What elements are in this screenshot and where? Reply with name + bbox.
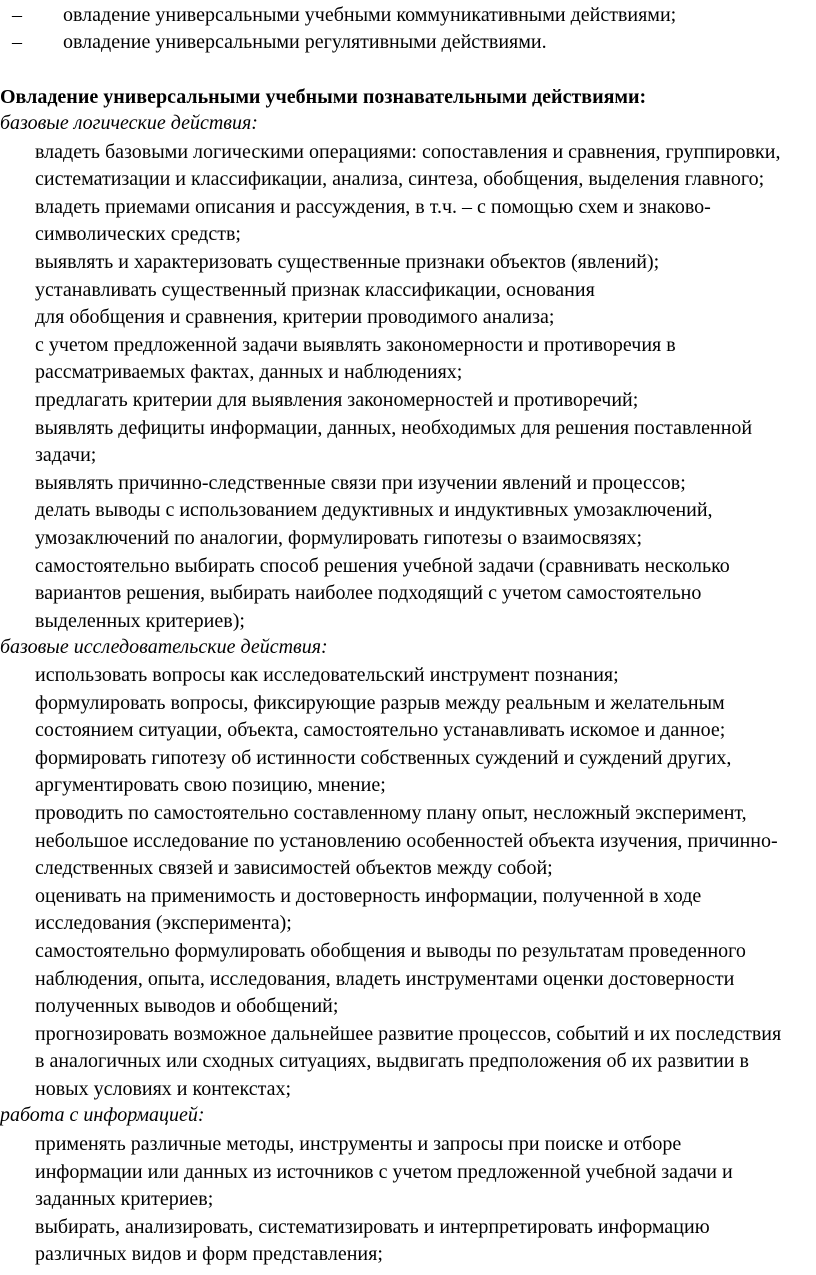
paragraph-line: небольшое исследование по установлению особенностей объекта изучения, причинно- [35,830,778,852]
paragraph-line: информации или данных из источников с учетом предложенной учебной задачи и [35,1161,733,1183]
paragraph-line: выбирать, анализировать, систематизировать и интерпретировать информацию [35,1216,710,1238]
paragraph-line: систематизации и классификации, анализа, синтеза, обобщения, выделения главного; [35,168,765,190]
subsection-title: базовые логические действия: [0,112,258,134]
paragraph-line: для обобщения и сравнения, критерии проводимого анализа; [35,306,555,328]
paragraph-line: состоянием ситуации, объекта, самостоятельно устанавливать искомое и данное; [35,719,726,741]
paragraph-line: задачи; [35,444,97,466]
paragraph-line: аргументировать свою позицию, мнение; [35,774,386,796]
list-item: овладение универсальными регулятивными действиями. [63,31,547,53]
paragraph-line: устанавливать существенный признак классификации, основания [35,279,595,301]
paragraph-line: владеть приемами описания и рассуждения, в т.ч. – с помощью схем и знаково- [35,196,711,218]
paragraph-line: прогнозировать возможное дальнейшее развитие процессов, событий и их последствия [35,1023,782,1045]
paragraph-line: предлагать критерии для выявления закономерностей и противоречий; [35,389,639,411]
paragraph-line: вариантов решения, выбирать наиболее подходящий с учетом самостоятельно [35,582,702,604]
paragraph-line: самостоятельно выбирать способ решения учебной задачи (сравнивать несколько [35,555,730,577]
paragraph-line: владеть базовыми логическими операциями: сопоставления и сравнения, группировки, [35,141,781,163]
paragraph-line: самостоятельно формулировать обобщения и выводы по результатам проведенного [35,940,746,962]
paragraph-line: делать выводы с использованием дедуктивных и индуктивных умозаключений, [35,499,713,521]
paragraph-line: наблюдения, опыта, исследования, владеть инструментами оценки достоверности [35,968,735,990]
paragraph-line: умозаключений по аналогии, формулировать гипотезы о взаимосвязях; [35,527,643,549]
paragraph-line: полученных выводов и обобщений; [35,995,339,1017]
paragraph-line: новых условиях и контекстах; [35,1078,292,1100]
paragraph-line: выявлять и характеризовать существенные признаки объектов (явлений); [35,251,660,273]
subsection-title: работа с информацией: [0,1104,205,1126]
paragraph-line: формировать гипотезу об истинности собственных суждений и суждений других, [35,747,732,769]
paragraph-line: символических средств; [35,223,241,245]
paragraph-line: рассматриваемых фактах, данных и наблюдениях; [35,361,463,383]
paragraph-line: с учетом предложенной задачи выявлять закономерности и противоречия в [35,334,676,356]
paragraph-line: применять различные методы, инструменты и запросы при поиске и отборе [35,1133,682,1155]
paragraph-line: исследования (эксперимента); [35,912,292,934]
section-heading: Овладение универсальными учебными познавательными действиями: [0,86,647,108]
paragraph-line: выделенных критериев); [35,610,245,632]
paragraph-line: использовать вопросы как исследовательский инструмент познания; [35,664,619,686]
list-dash: – [12,4,22,26]
paragraph-line: выявлять причинно-следственные связи при изучении явлений и процессов; [35,472,686,494]
paragraph-line: выявлять дефициты информации, данных, необходимых для решения поставленной [35,417,753,439]
paragraph-line: заданных критериев; [35,1188,214,1210]
paragraph-line: в аналогичных или сходных ситуациях, выдвигать предположения об их развитии в [35,1050,749,1072]
paragraph-line: формулировать вопросы, фиксирующие разрыв между реальным и желательным [35,692,725,714]
paragraph-line: следственных связей и зависимостей объектов между собой; [35,857,553,879]
subsection-title: базовые исследовательские действия: [0,636,328,658]
paragraph-line: оценивать на применимость и достоверность информации, полученной в ходе [35,885,702,907]
paragraph-line: различных видов и форм представления; [35,1243,383,1265]
paragraph-line: проводить по самостоятельно составленному плану опыт, несложный эксперимент, [35,802,747,824]
list-dash: – [12,31,22,53]
list-item: овладение универсальными учебными коммуникативными действиями; [63,4,677,26]
